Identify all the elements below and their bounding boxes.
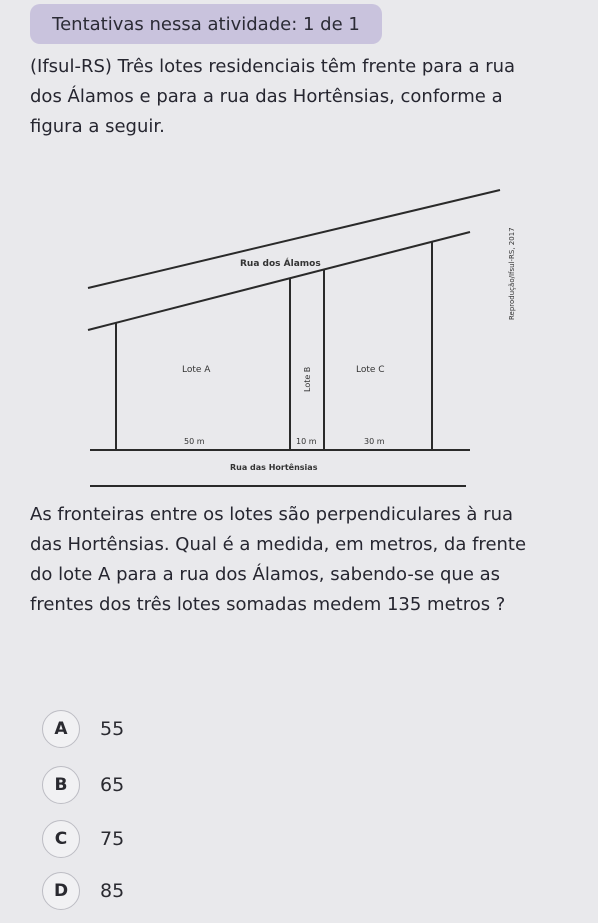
lot-c-label: Lote C xyxy=(356,365,385,375)
option-d[interactable] xyxy=(42,872,242,912)
street-bottom-label: Rua das Hortênsias xyxy=(230,463,318,472)
option-a-value: 55 xyxy=(100,718,125,740)
intro-line: (Ifsul-RS) Três lotes residenciais têm frente para a rua xyxy=(30,56,516,77)
question-body xyxy=(30,500,575,620)
option-c-letter[interactable]: C xyxy=(42,820,80,858)
option-a[interactable] xyxy=(42,710,242,750)
option-b-value: 65 xyxy=(100,774,125,796)
intro-line: dos Álamos e para a rua das Hortênsias, conforme a xyxy=(30,86,503,107)
option-d-letter[interactable]: D xyxy=(42,872,80,910)
street-top-upper-line xyxy=(88,190,500,288)
measure-a-label: 50 m xyxy=(184,437,205,446)
lots-figure xyxy=(70,180,540,500)
measure-c-label: 30 m xyxy=(364,437,385,446)
lot-b-label: Lote B xyxy=(303,366,312,392)
option-c-value: 75 xyxy=(100,828,125,850)
option-c[interactable] xyxy=(42,820,242,860)
question-intro xyxy=(30,52,575,142)
attempts-badge xyxy=(30,4,382,44)
intro-line: figura a seguir. xyxy=(30,116,165,137)
question-line: As fronteiras entre os lotes são perpendiculares à rua xyxy=(30,504,514,525)
option-b[interactable] xyxy=(42,766,242,806)
option-b-letter[interactable]: B xyxy=(42,766,80,804)
street-top-lower-line xyxy=(88,232,470,330)
lots-diagram xyxy=(70,180,540,500)
attempts-badge-text: Tentativas nessa atividade: 1 de 1 xyxy=(52,13,360,35)
question-line: do lote A para a rua dos Álamos, sabendo-se que as xyxy=(30,564,501,585)
option-a-letter[interactable]: A xyxy=(42,710,80,748)
lot-a-label: Lote A xyxy=(182,365,211,375)
measure-b-label: 10 m xyxy=(296,437,317,446)
credit-label: Reprodução/Ifsul-RS, 2017 xyxy=(508,227,516,320)
street-top-label: Rua dos Álamos xyxy=(240,259,321,269)
option-d-value: 85 xyxy=(100,880,125,902)
question-line: das Hortênsias. Qual é a medida, em metros, da frente xyxy=(30,534,527,555)
question-line: frentes dos três lotes somadas medem 135 metros ? xyxy=(30,594,506,615)
